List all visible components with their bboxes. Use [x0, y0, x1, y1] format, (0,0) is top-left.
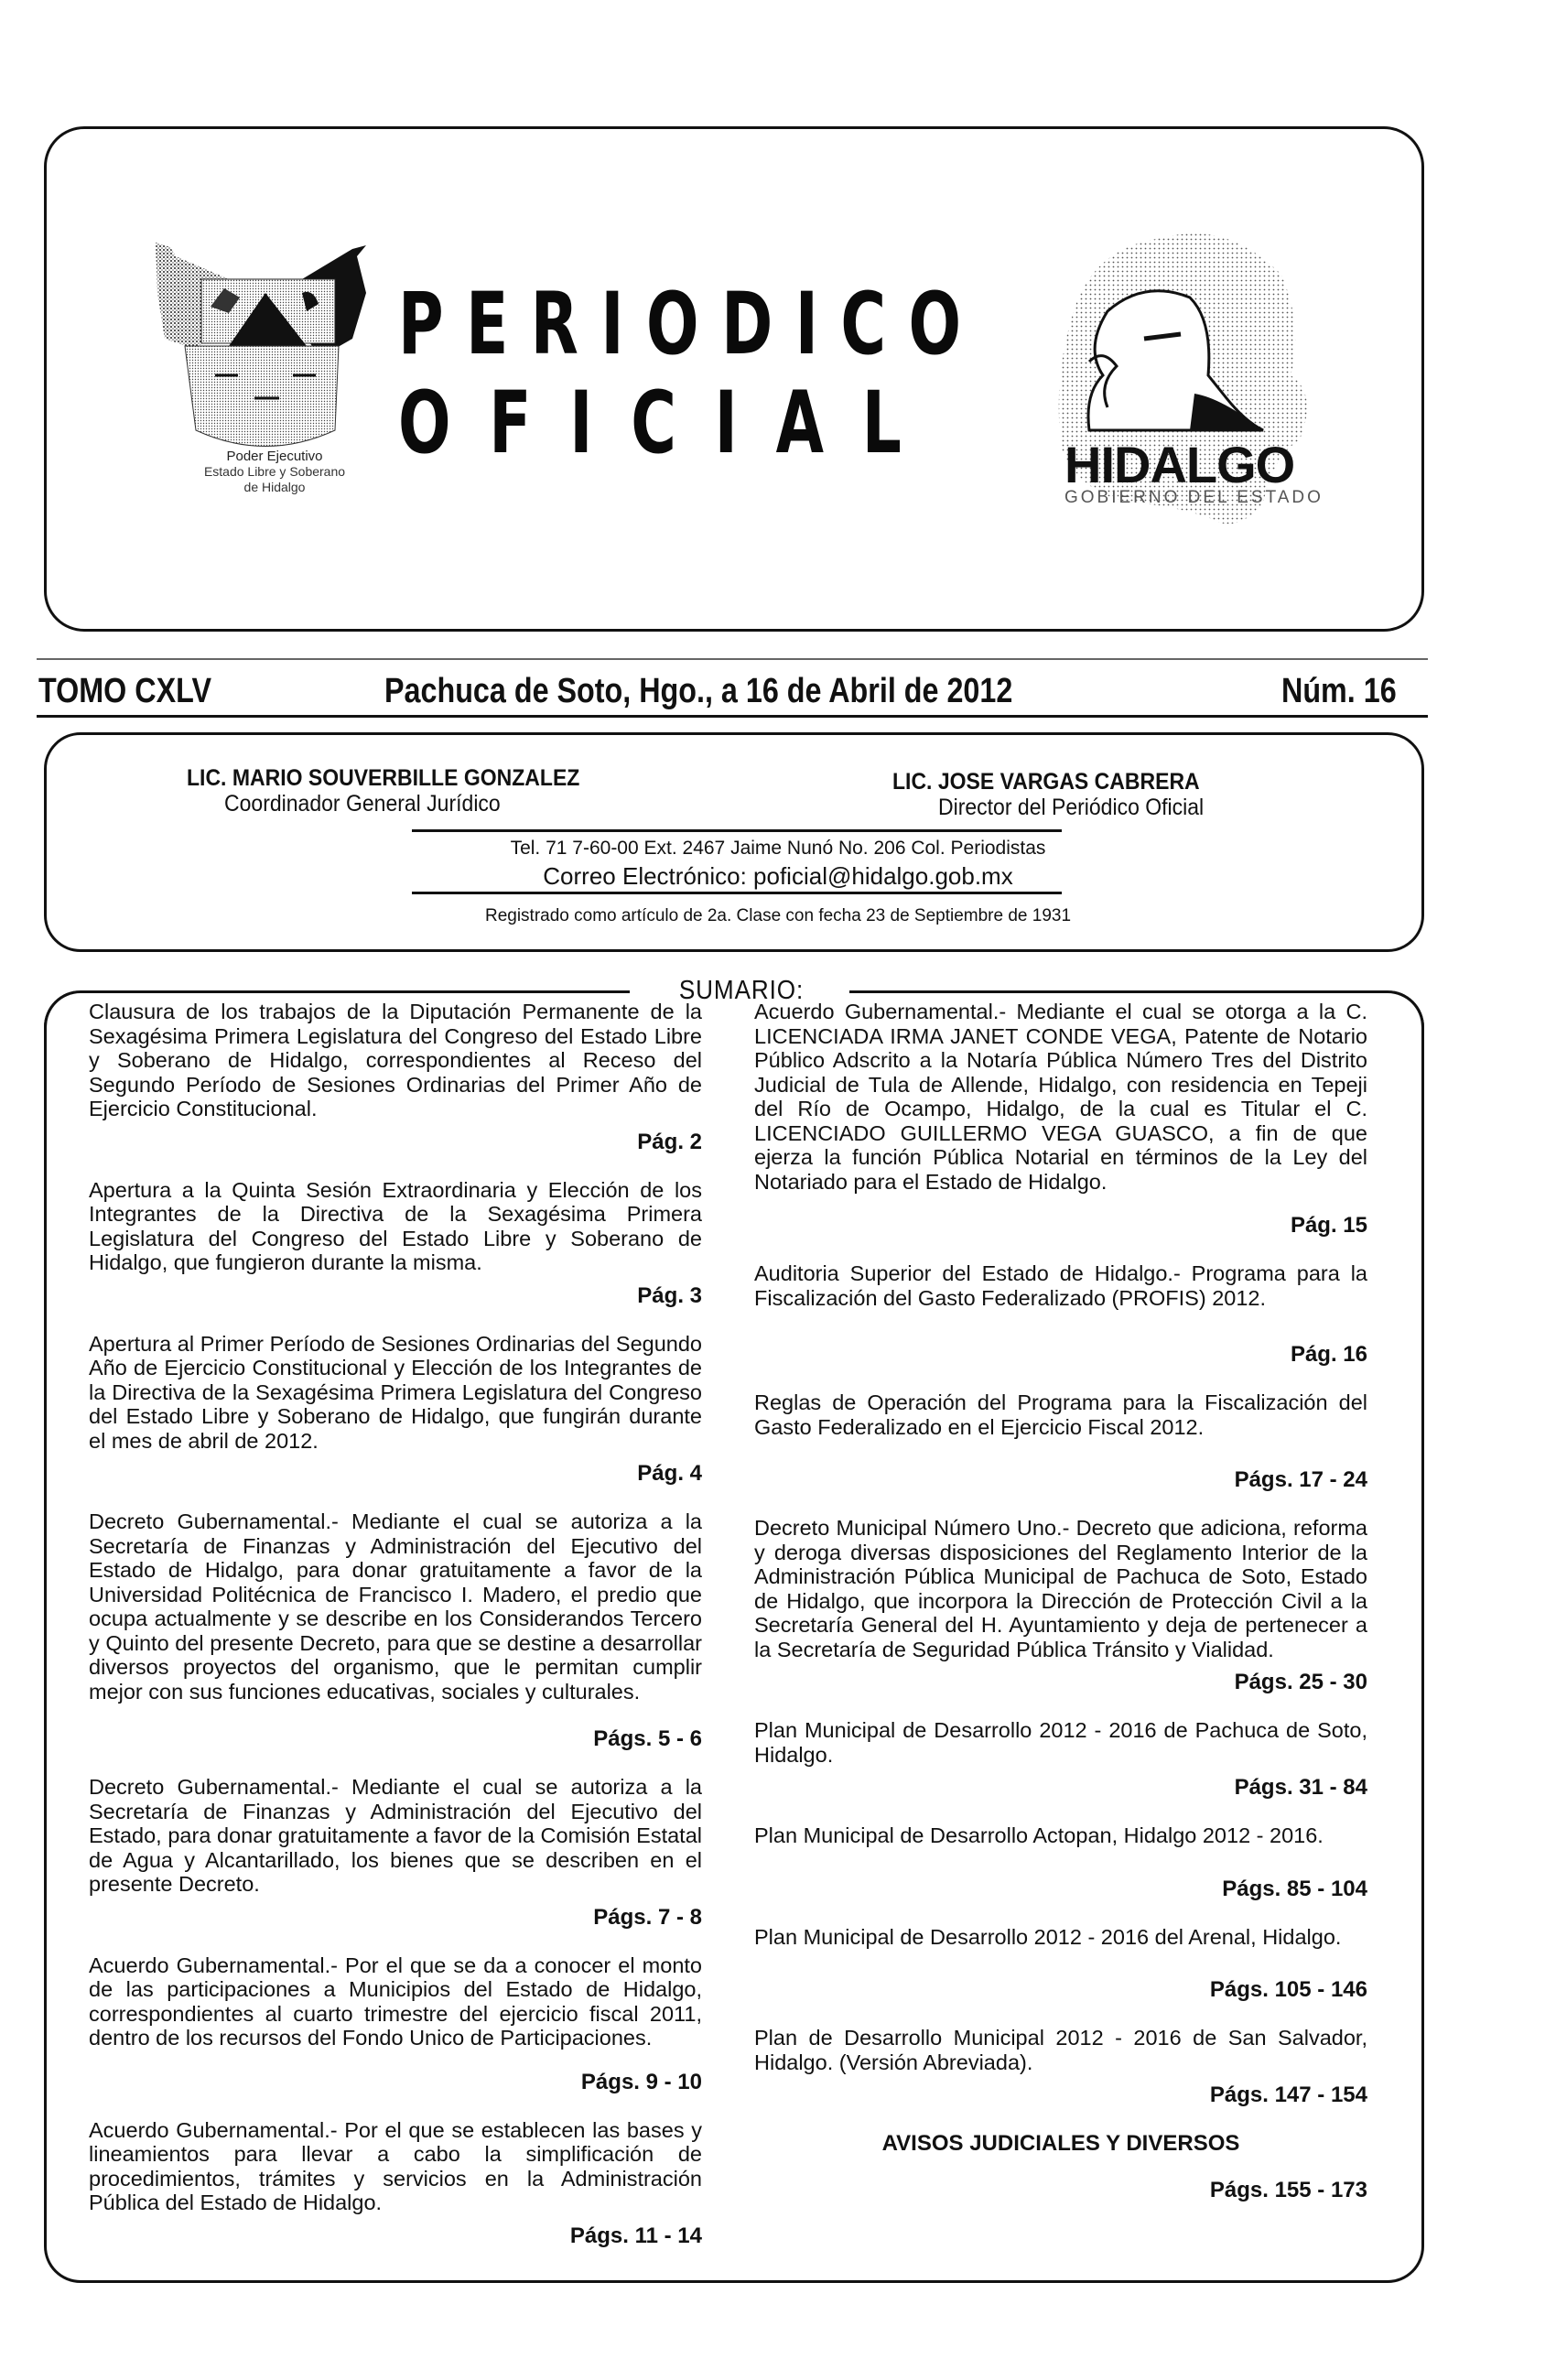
issue-number: Núm. 16 — [1281, 672, 1397, 710]
staff-right-name: LIC. JOSE VARGAS CABRERA — [892, 769, 1200, 795]
summary-entry-pages[interactable]: Págs. 25 - 30 — [1234, 1670, 1367, 1694]
summary-entry-pages[interactable]: Págs. 17 - 24 — [1234, 1467, 1367, 1492]
registration-note: Registrado como artículo de 2a. Clase con fecha 23 de Septiembre de 1931 — [484, 906, 1072, 925]
summary-entry-text: Plan Municipal de Desarrollo 2012 - 2016 de Pachuca de Soto, Hidalgo. — [754, 1718, 1367, 1767]
summary-entry — [89, 1509, 702, 1753]
summary-entry — [89, 1332, 702, 1488]
state-coat-of-arms-icon — [156, 238, 375, 449]
summary-entry — [754, 1516, 1367, 1696]
caption-line-1: Poder Ejecutivo — [226, 449, 323, 464]
masthead-title-line-1: PERIODICO — [398, 275, 984, 374]
coat-of-arms-caption — [137, 449, 412, 495]
summary-entry — [754, 2026, 1367, 2109]
summary-entry — [754, 1000, 1367, 1239]
hidalgo-wordmark: HIDALGO — [1064, 436, 1295, 493]
summary-entry-text: Clausura de los trabajos de la Diputación Permanente de la Sexagésima Primera Legislatura del Congreso del Estado Libre y Soberano de Hidalgo, correspondientes al Receso del Segundo Período de Sesiones Ordinarias del Primer Año de Ejercicio Constitucional. — [89, 1000, 702, 1120]
summary-entry — [754, 1390, 1367, 1494]
staff-left-name: LIC. MARIO SOUVERBILLE GONZALEZ — [187, 765, 580, 791]
summary-entry-text: Plan Municipal de Desarrollo Actopan, Hidalgo 2012 - 2016. — [754, 1823, 1324, 1847]
summary-entry — [89, 1775, 702, 1931]
summary-entry-pages[interactable]: Págs. 147 - 154 — [1209, 2082, 1367, 2107]
summary-entry-pages[interactable]: Págs. 105 - 146 — [1209, 1977, 1367, 2002]
issue-place-date: Pachuca de Soto, Hgo., a 16 de Abril de 2012 — [384, 672, 1013, 710]
section-heading: AVISOS JUDICIALES Y DIVERSOS — [881, 2131, 1240, 2156]
hidalgo-subtitle: GOBIERNO DEL ESTADO — [1064, 488, 1324, 507]
summary-entry-pages[interactable]: Págs. 9 - 10 — [580, 2069, 702, 2094]
summary-entry — [754, 1925, 1367, 2005]
summary-entry-text: Plan de Desarrollo Municipal 2012 - 2016 de San Salvador, Hidalgo. (Versión Abreviada). — [754, 2026, 1367, 2074]
summary-entry-text: Apertura al Primer Período de Sesiones Ordinarias del Segundo Año de Ejercicio Constitucional y Elección de los Integrantes de la Directiva de la Sexagésima Primera Legislatura del Congreso del Estado Libre y Soberano de Hidalgo, que fungirán durante el mes de abril de 2012. — [89, 1331, 702, 1453]
summary-entry-text: Plan Municipal de Desarrollo 2012 - 2016 del Arenal, Hidalgo. — [754, 1924, 1342, 1949]
issue-rule-bottom — [37, 715, 1428, 718]
summary-entry — [754, 1261, 1367, 1368]
summary-entry-pages[interactable]: Pág. 2 — [637, 1129, 702, 1154]
summary-entry — [754, 1823, 1367, 1903]
summary-entry-pages[interactable]: Págs. 11 - 14 — [569, 2223, 702, 2248]
summary-entry-text: Acuerdo Gubernamental.- Por el que se da a conocer el monto de las participaciones a Municipios del Estado de Hidalgo, correspondientes al cuarto trimestre del ejercicio fiscal 2011, dentro de los recursos del Fondo Unico de Participaciones. — [89, 1953, 702, 2050]
summary-entry-pages[interactable]: Pág. 15 — [1290, 1213, 1367, 1238]
summary-entry-text: Reglas de Operación del Programa para la Fiscalización del Gasto Federalizado en el Ejercicio Fiscal 2012. — [754, 1390, 1367, 1439]
issue-rule-top — [37, 658, 1428, 660]
summary-entry — [89, 1178, 702, 1310]
summary-entry-pages[interactable]: Pág. 4 — [637, 1461, 702, 1486]
summary-entry-text: Acuerdo Gubernamental.- Por el que se establecen las bases y lineamientos para llevar a cabo la simplificación de procedimientos, trámites y servicios en la Administración Pública del Estado de Hidalgo. — [89, 2117, 702, 2214]
summary-entry-pages[interactable]: Págs. 31 - 84 — [1234, 1775, 1367, 1800]
staff-right-role: Director del Periódico Oficial — [938, 795, 1205, 820]
summary-entry-pages[interactable]: Págs. 5 - 6 — [593, 1726, 702, 1751]
caption-line-2: Estado Libre y Soberano — [203, 464, 346, 479]
summary-title: SUMARIO: — [651, 976, 832, 1006]
masthead-title-line-2: OFICIAL — [398, 373, 940, 473]
summary-entry — [754, 1718, 1367, 1801]
contact-address: Tel. 71 7-60-00 Ext. 2467 Jaime Nunó No. 206 Col. Periodistas — [510, 838, 1046, 859]
summary-entry-text: Auditoria Superior del Estado de Hidalgo.- Programa para la Fiscalización del Gasto Federalizado (PROFIS) 2012. — [754, 1261, 1367, 1310]
summary-entry-pages[interactable]: Pág. 16 — [1290, 1342, 1367, 1367]
summary-entry-text: Decreto Gubernamental.- Mediante el cual se autoriza a la Secretaría de Finanzas y Administración del Ejecutivo del Estado de Hidalgo, para donar gratuitamente a favor de la Universidad Politécnica de Francisco I. Madero, el predio que ocupa actualmente y se describe en los Considerandos Tercero y Quinto del presente Decreto, para que se destine a desarrollar diversos proyectos del organismo, que le permitan cumplir mejor con sus funciones educativas, sociales y culturales. — [89, 1509, 702, 1704]
summary-entry-text: Apertura a la Quinta Sesión Extraordinaria y Elección de los Integrantes de la Directiva de la Sexagésima Primera Legislatura del Congreso del Estado Libre y Soberano de Hidalgo, que fungieron durante la misma. — [89, 1177, 702, 1274]
contact-rule-top — [412, 829, 1062, 832]
summary-entry-text: Decreto Municipal Número Uno.- Decreto que adiciona, reforma y deroga diversas disposiciones del Reglamento Interior de la Administración Pública Municipal de Pachuca de Soto, Estado de Hidalgo, que incorpora la Dirección de Protección Civil a la Secretaría General del H. Ayuntamiento y deja de pertenecer a la Secretaría de Seguridad Pública Tránsito y Vialidad. — [754, 1516, 1367, 1661]
summary-entry — [89, 1953, 702, 2096]
summary-right-column — [754, 1000, 1367, 2226]
summary-entry-text: Decreto Gubernamental.- Mediante el cual se autoriza a la Secretaría de Finanzas y Administración del Ejecutivo del Estado, para donar gratuitamente a favor de la Comisión Estatal de Agua y Alcantarillado, los bienes que se describen en el presente Decreto. — [89, 1775, 702, 1896]
contact-email[interactable]: Correo Electrónico: poficial@hidalgo.gob.mx — [543, 862, 1013, 890]
summary-entry-pages[interactable]: Pág. 3 — [637, 1282, 702, 1308]
summary-entry-pages[interactable]: Págs. 85 - 104 — [1222, 1876, 1367, 1901]
contact-rule-bottom — [412, 892, 1062, 894]
summary-entry — [89, 2118, 702, 2250]
staff-left-role: Coordinador General Jurídico — [224, 791, 501, 817]
summary-entry-text: Acuerdo Gubernamental.- Mediante el cual se otorga a la C. LICENCIADA IRMA JANET CONDE VEGA, Patente de Notario Público Adscrito a la Notaría Pública Número Tres del Distrito Judicial de Tula de Allende, Hidalgo, con residencia en Tepeji del Río de Ocampo, Hidalgo, de la cual es Titular el C. LICENCIADO GUILLERMO VEGA GUASCO, a fin de que ejerza la función Pública Notarial en términos de la Ley del Notariado para el Estado de Hidalgo. — [754, 1000, 1367, 1194]
summary-left-column — [89, 1000, 702, 2272]
summary-entry-pages[interactable]: Págs. 7 - 8 — [593, 1904, 702, 1930]
section-pages[interactable]: Págs. 155 - 173 — [1209, 2178, 1367, 2202]
caption-line-3: de Hidalgo — [243, 480, 306, 494]
issue-volume: TOMO CXLV — [38, 672, 212, 710]
summary-entry — [89, 1000, 702, 1156]
